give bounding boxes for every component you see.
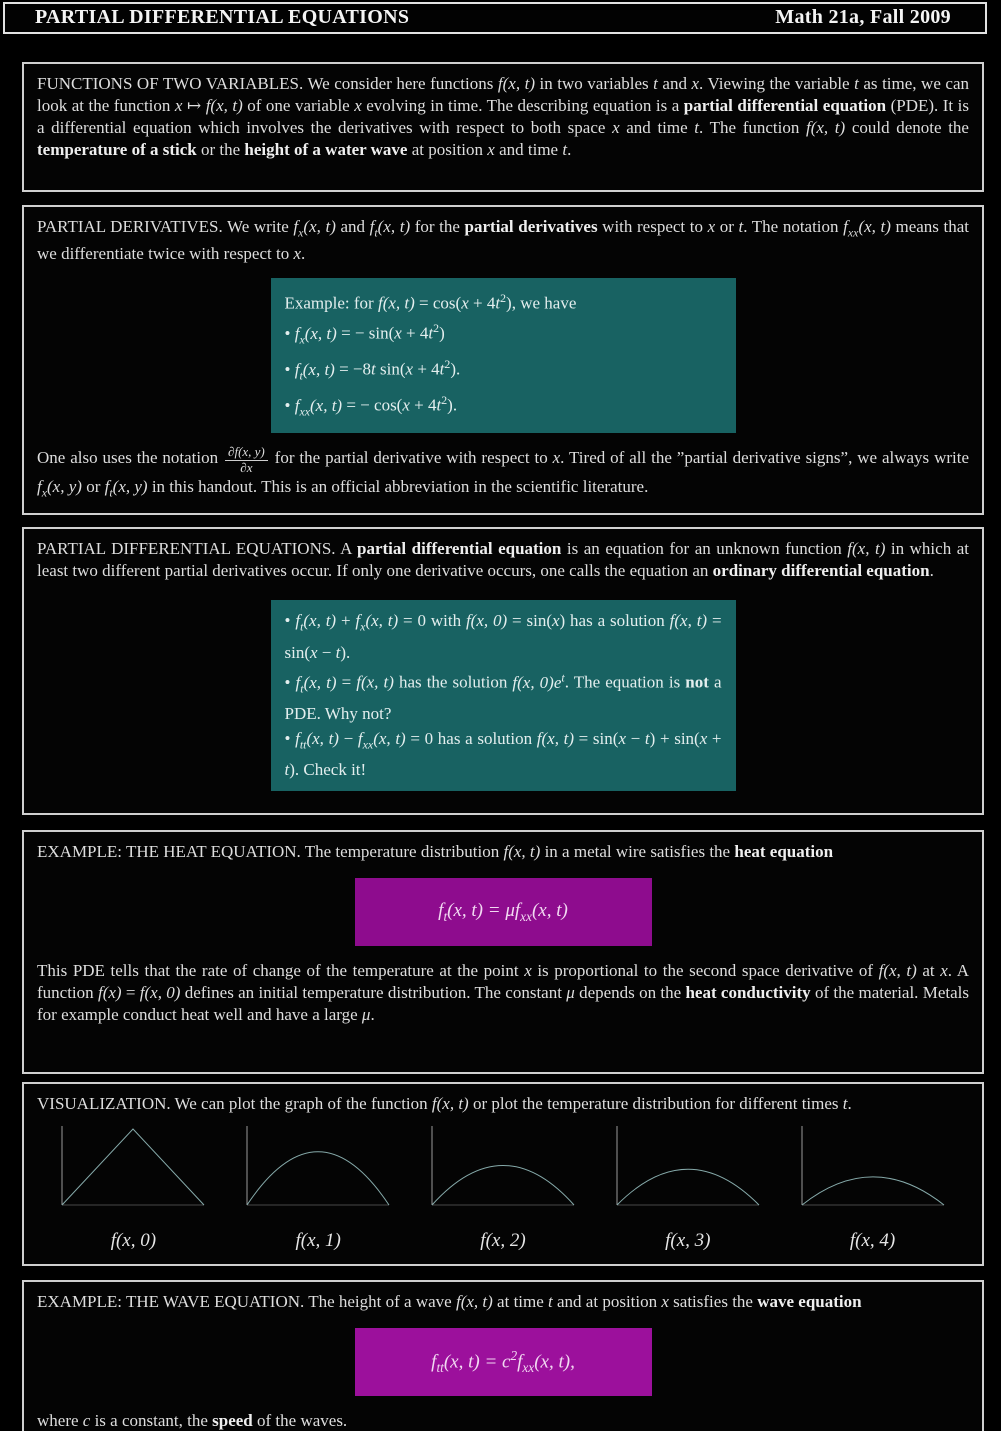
- plot-figure-3: [613, 1125, 763, 1252]
- plot-label: f(x, 1): [295, 1230, 341, 1252]
- plot-label: f(x, 4): [849, 1230, 896, 1252]
- plot-canvas: [798, 1125, 948, 1211]
- wave-intro-paragraph: EXAMPLE: THE WAVE EQUATION. The height of a wave f(x, t) at time t and at position x satisfies the wave equation: [37, 1292, 862, 1312]
- wave-equation: $f_{tt}(x$, $t) = c^2f_{xx}(x$, t),: [431, 1348, 575, 1376]
- section-functions-of-two-variables: [22, 62, 984, 192]
- plot-figure-4: [798, 1125, 948, 1252]
- bullet-item: • $f_t(x$, $t) + f_x(x$, t) = 0 with f(x, 0) = sin(x) has a solution f(x, t) = sin(x − t).: [285, 608, 722, 664]
- bullet-item: • $f_t(x$, t) = f(x, t) has the solution f(x, $0)e^t$. The equation is not a PDE. Why not?: [285, 665, 722, 726]
- plot-label: f(x, 3): [665, 1230, 711, 1252]
- document-title: PARTIAL DIFFERENTIAL EQUATIONS: [35, 6, 410, 28]
- partial-derivatives-paragraph: PARTIAL DERIVATIVES. We write $f_x(x$, t) and $f_t(x$, t) for the partial derivatives with respect to x or t. The notation $f_{xx}(x$, t) means that we differentiate twice with respect to x.: [37, 217, 970, 264]
- plot-label: f(x, 0): [110, 1230, 157, 1252]
- title-bar: [3, 2, 987, 34]
- section-heat-equation: [22, 830, 984, 1074]
- heat-equation: $f_t(x$, $t) = \mu f_{xx}(x$, t): [438, 899, 568, 924]
- bullet-item: • $f_{tt}(x$, $t) - f_{xx}(x$, t) = 0 has a solution f(x, t) = sin(x − t) + sin(x + t). Check it!: [285, 726, 722, 782]
- example-bullet-list: [285, 608, 722, 782]
- example-intro: Example: for f(x, $t) = \cos(x + 4t^2)$, we have: [284, 291, 577, 314]
- plot-label: f(x, 2): [480, 1230, 526, 1252]
- plots-row: [41, 1125, 965, 1252]
- section-visualization: [22, 1082, 984, 1266]
- plot-canvas: [58, 1125, 208, 1211]
- example-box-partial-derivatives: [271, 278, 736, 433]
- plot-canvas: [428, 1125, 578, 1211]
- bullet-item: • $f_{xx}(x$, t) = − $\cos(x + 4t^2)$.: [285, 388, 722, 424]
- course-label: Math 21a, Fall 2009: [775, 6, 951, 28]
- section-wave-equation: [22, 1280, 984, 1431]
- heat-equation-box: [355, 878, 652, 946]
- example-bullet-list: [285, 316, 722, 424]
- section-partial-differential-equations: [22, 527, 984, 815]
- plot-canvas: [243, 1125, 393, 1211]
- plot-figure-2: [428, 1125, 578, 1252]
- heat-explanation-paragraph: This PDE tells that the rate of change of the temperature at the point x is proportional to the second space derivative of f(x, t) at x. A function f(x) = f(x, 0) defines an initial temperature distribution. The constant μ depends on the heat conductivity of the material. Metals for example conduct heat well and have a large μ.: [37, 961, 970, 1025]
- section-partial-derivatives: [22, 205, 984, 515]
- visualization-paragraph: VISUALIZATION. We can plot the graph of the function f(x, t) or plot the temperature distribution for different times t.: [37, 1094, 852, 1114]
- pde-paragraph: PARTIAL DIFFERENTIAL EQUATIONS. A partial differential equation is an equation for an unknown function f(x, t) in which at least two different partial derivatives occur. If only one derivative occurs, one calls the equation an ordinary differential equation.: [37, 539, 969, 581]
- plot-canvas: [613, 1125, 763, 1211]
- bullet-item: • $f_t(x$, t) = −8t $\sin(x + 4t^2)$.: [285, 352, 722, 388]
- wave-equation-box: [355, 1328, 652, 1396]
- heat-intro-paragraph: EXAMPLE: THE HEAT EQUATION. The temperature distribution f(x, t) in a metal wire satisfies the heat equation: [37, 842, 834, 862]
- example-box-pde: [271, 600, 736, 791]
- notation-paragraph: One also uses the notation $\frac{\partial f(x, y)}{\partial x}$ for the partial derivative with respect to x. Tired of all the ”partial derivative signs”, we always write $f_x(x$, y) or $f_t(x$, y) in this handout. This is an official abbreviation in the scientific literature.: [37, 444, 970, 500]
- functions-paragraph: FUNCTIONS OF TWO VARIABLES. We consider here functions f(x, t) in two variables t and x. Viewing the variable t as time, we can look at the function x ↦ f(x, t) of one variable x evolving in time. The describing equation is a partial differential equation (PDE). It is a differential equation which involves the derivatives with respect to both space x and time t. The function f(x, t) could denote the temperature of a stick or the height of a water wave at position x and time t.: [37, 74, 969, 159]
- plot-figure-0: [58, 1125, 208, 1252]
- plot-figure-1: [243, 1125, 393, 1252]
- bullet-item: • $f_x(x$, t) = − $\sin(x + 4t^2)$: [285, 316, 722, 352]
- wave-footer-paragraph: where c is a constant, the speed of the waves.: [37, 1411, 348, 1431]
